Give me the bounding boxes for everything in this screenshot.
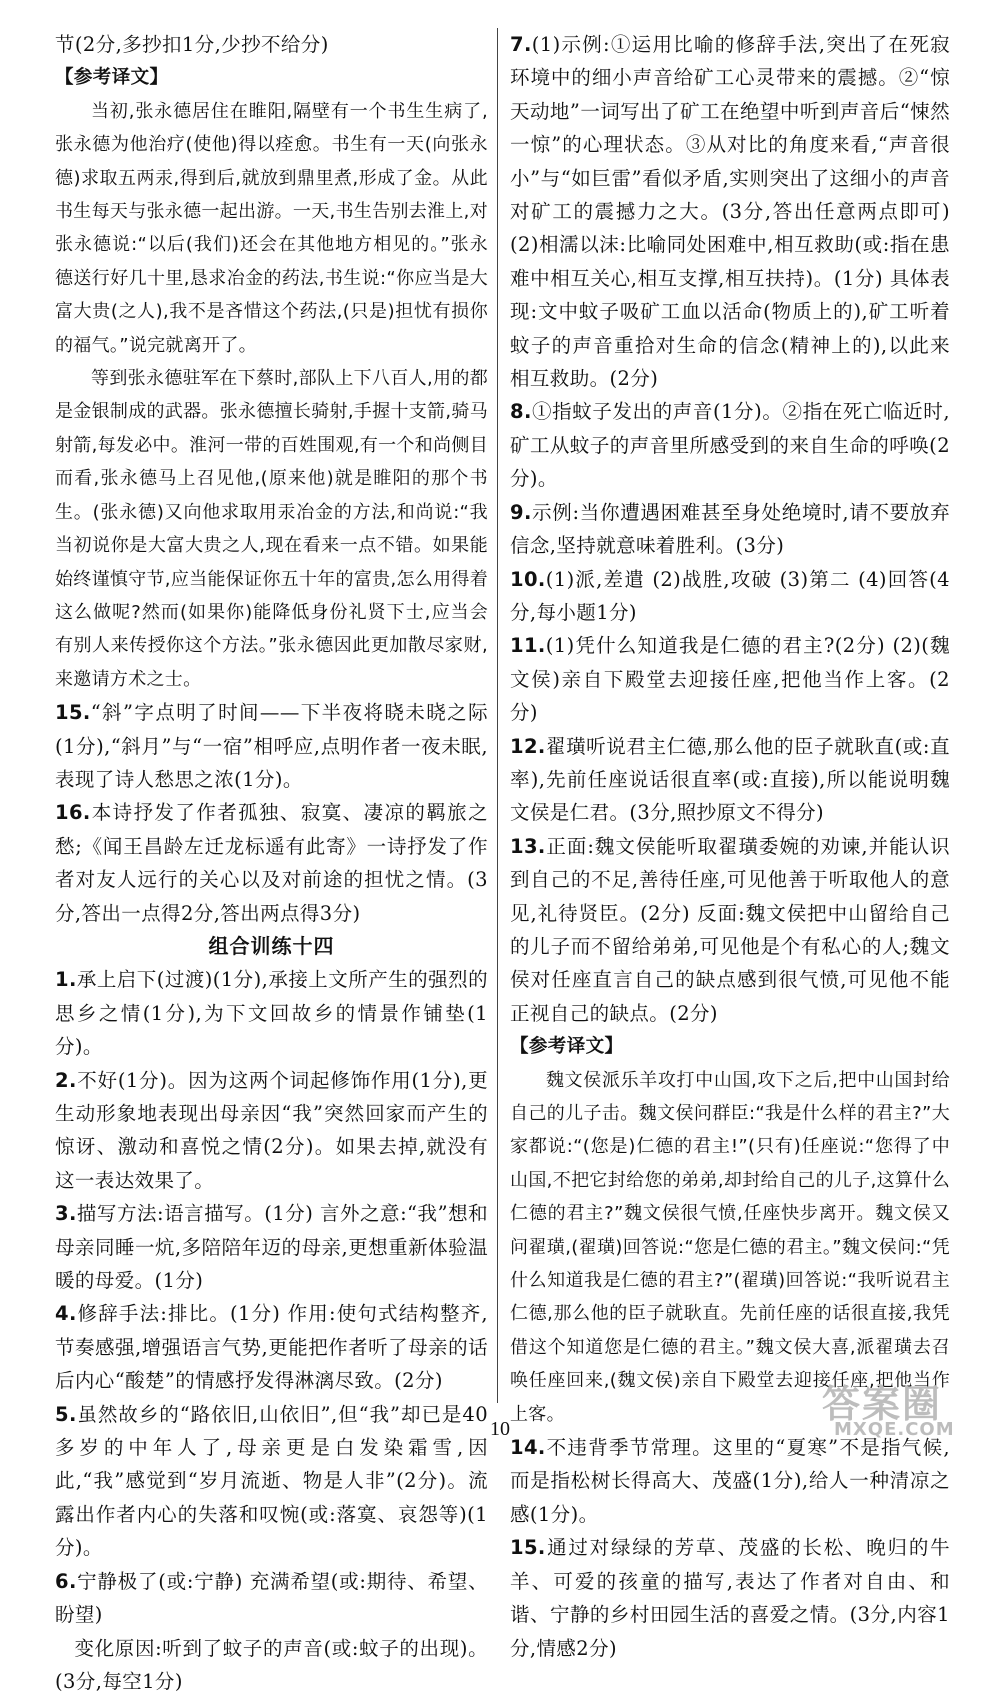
reference-translation-heading: 【参考译文】 — [510, 1030, 950, 1063]
question-number: 8. — [510, 400, 532, 423]
question-number: 12. — [510, 735, 546, 758]
intro-line: 节(2分,多抄扣1分,少抄不给分) — [55, 28, 488, 61]
answer-text: 承上启下(过渡)(1分),承接上文所产生的强烈的思乡之情(1分),为下文回故乡的情景作铺垫(1分)。 — [55, 968, 488, 1058]
answer-text: ①指蚊子发出的声音(1分)。②指在死亡临近时,矿工从蚊子的声音里所感受到的来自生命的呼唤(2分)。 — [510, 400, 950, 490]
translation-paragraph: 魏文侯派乐羊攻打中山国,攻下之后,把中山国封给自己的儿子击。魏文侯问群臣:“我是什么样的君主?”大家都说:“(您是)仁德的君主!”(只有)任座说:“您得了中山国,不把它封给您的弟弟,却封给自己的儿子,这算什么仁德的君主?”魏文侯很气愤,任座快步离开。魏文侯又问翟璜,(翟璜)回答说:“您是仁德的君主。”魏文侯问:“凭什么知道我是仁德的君主?”(翟璜)回答说:“我听说君主仁德,那么他的臣子就耿直。先前任座的话很直接,我凭借这个知道您是仁德的君主。”魏文侯大喜,派翟璜去召唤任座回来,(魏文侯)亲自下殿堂去迎接任座,把他当作上客。 — [510, 1064, 950, 1431]
answer-item — [510, 830, 950, 1030]
question-number: 2. — [55, 1069, 77, 1092]
answer-item — [510, 496, 950, 563]
answer-item — [55, 696, 488, 796]
question-number: 15. — [55, 701, 91, 724]
answer-item — [55, 1297, 488, 1397]
answer-text: 修辞手法:排比。(1分) 作用:使句式结构整齐,节奏感强,增强语言气势,更能把作者听了母亲的话后内心“酸楚”的情感抒发得淋漓尽致。(2分) — [55, 1302, 488, 1392]
answer-text: 通过对绿绿的芳草、茂盛的长松、晚归的牛羊、可爱的孩童的描写,表达了作者对自由、和谐、宁静的乡村田园生活的喜爱之情。(3分,内容1分,情感2分) — [510, 1536, 950, 1659]
question-number: 14. — [510, 1436, 546, 1459]
question-number: 4. — [55, 1302, 77, 1325]
reference-translation-heading: 【参考译文】 — [55, 61, 488, 94]
watermark-text: 答案圈 — [822, 1373, 942, 1428]
question-number: 10. — [510, 568, 546, 591]
question-number: 3. — [55, 1202, 77, 1225]
answer-text: 虽然故乡的“路依旧,山依旧”,但“我”却已是40多岁的中年人了,母亲更是白发染霜雪,因此,“我”感觉到“岁月流逝、物是人非”(2分)。流露出作者内心的失落和叹惋(或:落寞、哀怨等)(1分)。 — [55, 1403, 488, 1560]
answer-text: “斜”字点明了时间——下半夜将晓未晓之际(1分),“斜月”与“一宿”相呼应,点明作者一夜未眠,表现了诗人愁思之浓(1分)。 — [55, 701, 488, 791]
question-number: 11. — [510, 634, 546, 657]
answer-item — [510, 629, 950, 729]
answer-text: 不违背季节常理。这里的“夏寒”不是指气候,而是指松树长得高大、茂盛(1分),给人一种清凉之感(1分)。 — [510, 1436, 950, 1526]
question-number: 15. — [510, 1536, 546, 1559]
question-number: 5. — [55, 1403, 77, 1426]
answer-item — [55, 1064, 488, 1198]
answer-text: 正面:魏文侯能听取翟璜委婉的劝谏,并能认识到自己的不足,善待任座,可见他善于听取他人的意见,礼待贤臣。(2分) 反面:魏文侯把中山留给自己的儿子而不留给弟弟,可见他是个有私心的人;魏文侯对任座直言自己的缺点感到很气愤,可见他不能正视自己的缺点。(2分) — [510, 835, 950, 1025]
question-number: 16. — [55, 801, 91, 824]
answer-text: (1)示例:①运用比喻的修辞手法,突出了在死寂环境中的细小声音给矿工心灵带来的震撼。②“惊天动地”一词写出了矿工在绝望中听到声音后“悚然一惊”的心理状态。③从对比的角度来看,“声音很小”与“如巨雷”看似矛盾,实则突出了这细小的声音对矿工的震撼力之大。(3分,答出任意两点即可) (2)相濡以沫:比喻同处困难中,相互救助(或:指在患难中相互关心,相互支撑,相互扶持)。(1分) 具体表现:文中蚊子吸矿工血以活命(物质上的),矿工听着蚊子的声音重拾对生命的信念(精神上的),以此来相互救助。(2分) — [510, 33, 950, 390]
answer-item — [55, 1565, 488, 1632]
answer-text: (1)凭什么知道我是仁德的君主?(2分) (2)(魏文侯)亲自下殿堂去迎接任座,把他当作上客。(2分) — [510, 634, 950, 724]
translation-paragraph: 等到张永德驻军在下蔡时,部队上下八百人,用的都是金银制成的武器。张永德擅长骑射,手握十支箭,骑马射箭,每发必中。淮河一带的百姓围观,有一个和尚侧目而看,张永德马上召见他,(原来他)就是睢阳的那个书生。(张永德)又向他求取用汞冶金的方法,和尚说:“我当初说你是大富大贵之人,现在看来一点不错。如果能始终谨慎守节,应当能保证你五十年的富贵,怎么用得着这么做呢?然而(如果你)能降低身份礼贤下士,应当会有别人来传授你这个方法。”张永德因此更加散尽家财,来邀请方术之士。 — [55, 362, 488, 696]
page-number: 10 — [0, 1418, 1000, 1441]
column-divider — [497, 28, 498, 1403]
answer-text: 示例:当你遭遇困难甚至身处绝境时,请不要放弃信念,坚持就意味着胜利。(3分) — [510, 501, 950, 557]
watermark-url: MXQE.COM — [834, 1419, 955, 1440]
answer-item — [55, 963, 488, 1063]
answer-item — [55, 796, 488, 930]
answer-continuation: 变化原因:听到了蚊子的声音(或:蚊子的出现)。(3分,每空1分) — [55, 1632, 488, 1698]
question-number: 7. — [510, 33, 532, 56]
answer-item — [55, 1197, 488, 1297]
question-number: 6. — [55, 1570, 77, 1593]
question-number: 13. — [510, 835, 546, 858]
answer-text: 描写方法:语言描写。(1分) 言外之意:“我”想和母亲同睡一炕,多陪陪年迈的母亲,更想重新体验温暖的母爱。(1分) — [55, 1202, 488, 1292]
answer-item — [510, 563, 950, 630]
answer-text: 宁静极了(或:宁静) 充满希望(或:期待、希望、盼望) — [55, 1570, 488, 1626]
watermark-logo — [812, 1373, 982, 1443]
answer-text: 不好(1分)。因为这两个词起修饰作用(1分),更生动形象地表现出母亲因“我”突然回家而产生的惊讶、激动和喜悦之情(2分)。如果去掉,就没有这一表达效果了。 — [55, 1069, 488, 1192]
section-title: 组合训练十四 — [55, 930, 488, 963]
answer-item — [510, 395, 950, 495]
answer-item — [510, 28, 950, 395]
question-number: 9. — [510, 501, 532, 524]
answer-item — [510, 730, 950, 830]
left-column — [55, 28, 488, 1698]
answer-item — [510, 1531, 950, 1665]
question-number: 1. — [55, 968, 77, 991]
answer-item — [510, 1431, 950, 1531]
answer-text: (1)派,差遣 (2)战胜,攻破 (3)第二 (4)回答(4分,每小题1分) — [510, 568, 950, 624]
translation-paragraph: 当初,张永德居住在睢阳,隔壁有一个书生生病了,张永德为他治疗(使他)得以痊愈。书生有一天(向张永德)求取五两汞,得到后,就放到鼎里煮,形成了金。从此书生每天与张永德一起出游。一天,书生告别去淮上,对张永德说:“以后(我们)还会在其他地方相见的。”张永德送行好几十里,恳求冶金的药法,书生说:“你应当是大富大贵(之人),我不是吝惜这个药法,(只是)担忧有损你的福气。”说完就离开了。 — [55, 95, 488, 362]
answer-text: 翟璜听说君主仁德,那么他的臣子就耿直(或:直率),先前任座说话很直率(或:直接),所以能说明魏文侯是仁君。(3分,照抄原文不得分) — [510, 735, 950, 825]
answer-text: 本诗抒发了作者孤独、寂寞、凄凉的羁旅之愁;《闻王昌龄左迁龙标遥有此寄》一诗抒发了作者对友人远行的关心以及对前途的担忧之情。(3分,答出一点得2分,答出两点得3分) — [55, 801, 488, 924]
